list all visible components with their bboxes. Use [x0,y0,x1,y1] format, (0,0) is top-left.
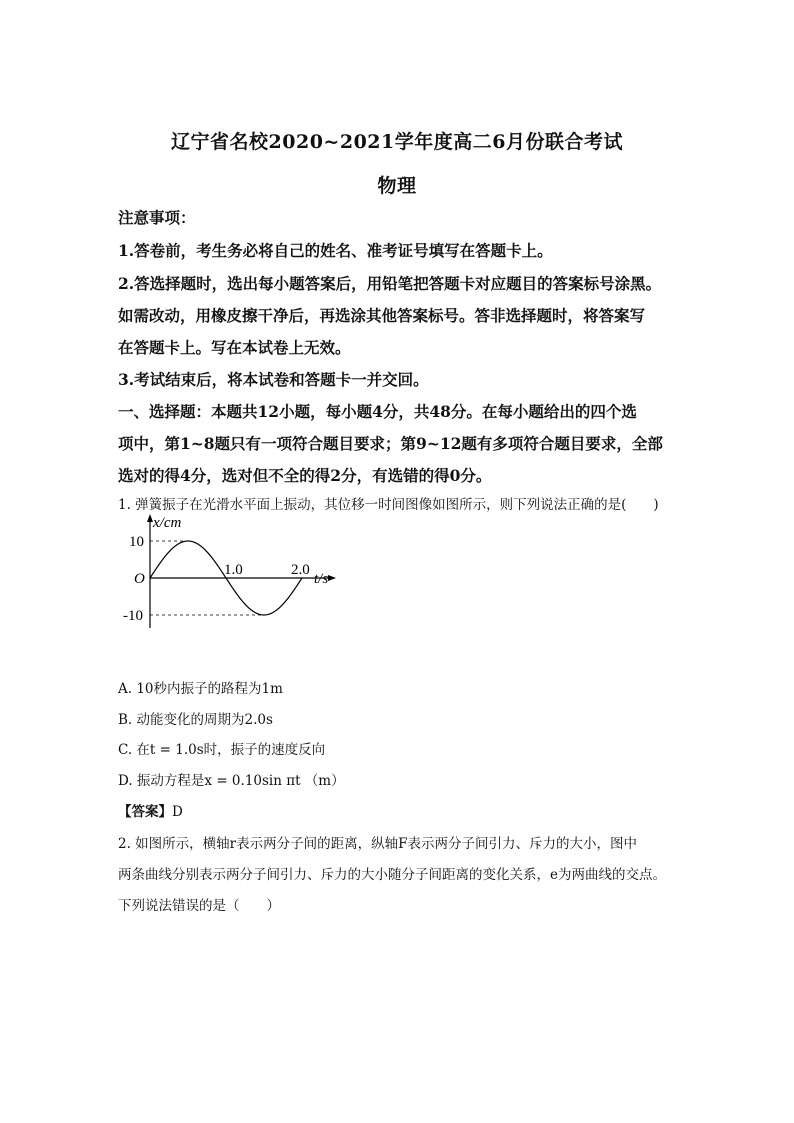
x-axis-arrow-icon [328,575,336,581]
exam-title: 辽宁省名校2020~2021学年度高二6月份联合考试 [171,131,623,153]
question-2-line: 下列说法错误的是（ ） [118,898,280,914]
section-heading-line: 一、选择题：本题共12小题，每小题4分，共48分。在每小题给出的四个选 [118,402,637,421]
x-tick-label: 2.0 [291,562,310,578]
y-tick-label: -10 [123,608,143,624]
section-heading-line: 项中，第1~8题只有一项符合题目要求；第9~12题有多项符合题目要求，全部 [118,434,663,453]
notice-item: 2.答选择题时，选出每小题答案后，用铅笔把答题卡对应题目的答案标号涂黑。 [118,274,662,293]
notice-item: 在答题卡上。写在本试卷上无效。 [118,338,351,357]
x-axis-label: t/s [314,571,329,587]
answer-value: D [172,804,183,820]
y-axis-label: x/cm [153,515,182,531]
x-tick-label: 1.0 [224,562,243,578]
question-2-line: 2. 如图所示，横轴r表示两分子间的距离，纵轴F表示两分子间引力、斥力的大小，图中 [118,836,637,852]
option-c: C. 在t = 1.0s时，振子的速度反向 [118,742,326,758]
origin-label: O [134,571,145,587]
displacement-time-graph [118,510,348,640]
answer-line [118,800,183,820]
option-a: A. 10秒内振子的路程为1m [118,681,283,697]
notice-heading: 注意事项： [118,208,196,227]
question-1-stem: 1. 弹簧振子在光滑水平面上振动，其位移一时间图像如图所示，则下列说法正确的是( ) [118,497,659,513]
option-d: D. 振动方程是x = 0.10sin πt （m） [118,773,345,789]
notice-item: 如需改动，用橡皮擦干净后，再选涂其他答案标号。答非选择题时，将答案写 [118,306,646,325]
subject-title: 物理 [377,175,417,197]
section-heading-line: 选对的得4分，选对但不全的得2分，有选错的得0分。 [118,466,492,485]
answer-label: 【答案】 [118,804,172,820]
question-2-line: 两条曲线分别表示两分子间引力、斥力的大小随分子间距离的变化关系，e为两曲线的交点。 [118,867,666,883]
notice-item: 1.答卷前，考生务必将自己的姓名、准考证号填写在答题卡上。 [118,241,553,260]
notice-item: 3.考试结束后，将本试卷和答题卡一并交回。 [118,370,429,389]
y-tick-label: 10 [129,534,144,550]
option-b: B. 动能变化的周期为2.0s [118,712,273,728]
